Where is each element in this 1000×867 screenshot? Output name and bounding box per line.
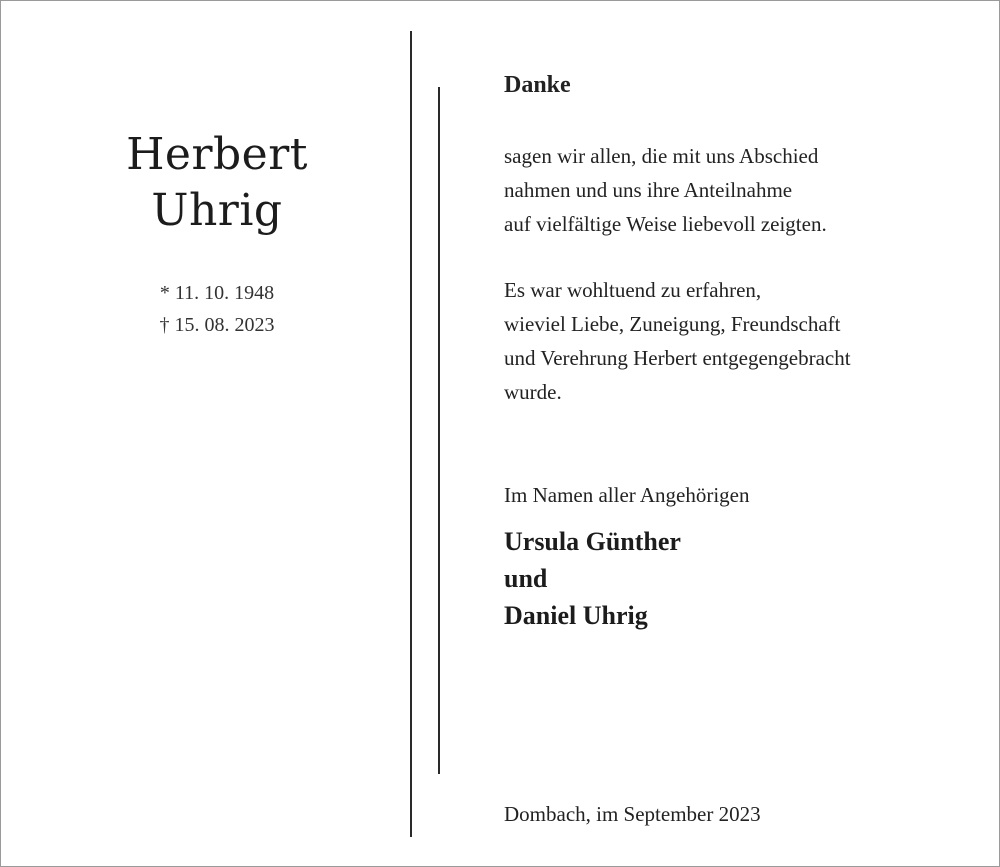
deceased-name — [63, 127, 371, 239]
deceased-first-name: Herbert — [126, 129, 308, 180]
signer-name: Ursula Günther — [504, 527, 681, 556]
paragraph-1-line: sagen wir allen, die mit uns Abschied — [504, 144, 819, 168]
paragraph-2-line: wieviel Liebe, Zuneigung, Freundschaft — [504, 312, 841, 336]
thank-you-paragraph-1 — [504, 139, 974, 241]
paragraph-2-line: und Verehrung Herbert entgegengebracht — [504, 346, 851, 370]
signer-conjunction: und — [504, 564, 548, 593]
paragraph-1-line: nahmen und uns ihre Anteilnahme — [504, 178, 793, 202]
thank-you-heading: Danke — [504, 72, 571, 98]
thank-you-paragraph-2 — [504, 273, 974, 409]
place-and-date: Dombach, im September 2023 — [504, 802, 761, 826]
life-dates — [63, 277, 371, 341]
death-date: † 15. 08. 2023 — [159, 314, 275, 336]
divider-line-long — [410, 31, 412, 837]
paragraph-2-line: Es war wohltuend zu erfahren, — [504, 278, 762, 302]
signer-name: Daniel Uhrig — [504, 601, 648, 630]
birth-date: * 11. 10. 1948 — [159, 282, 275, 304]
signer-names — [504, 523, 974, 634]
divider-line-short — [438, 87, 440, 774]
paragraph-2-line: wurde. — [504, 380, 562, 404]
paragraph-1-line: auf vielfältige Weise liebevoll zeigten. — [504, 212, 827, 236]
deceased-last-name: Uhrig — [151, 185, 283, 236]
signoff-intro: Im Namen aller Angehörigen — [504, 483, 750, 507]
